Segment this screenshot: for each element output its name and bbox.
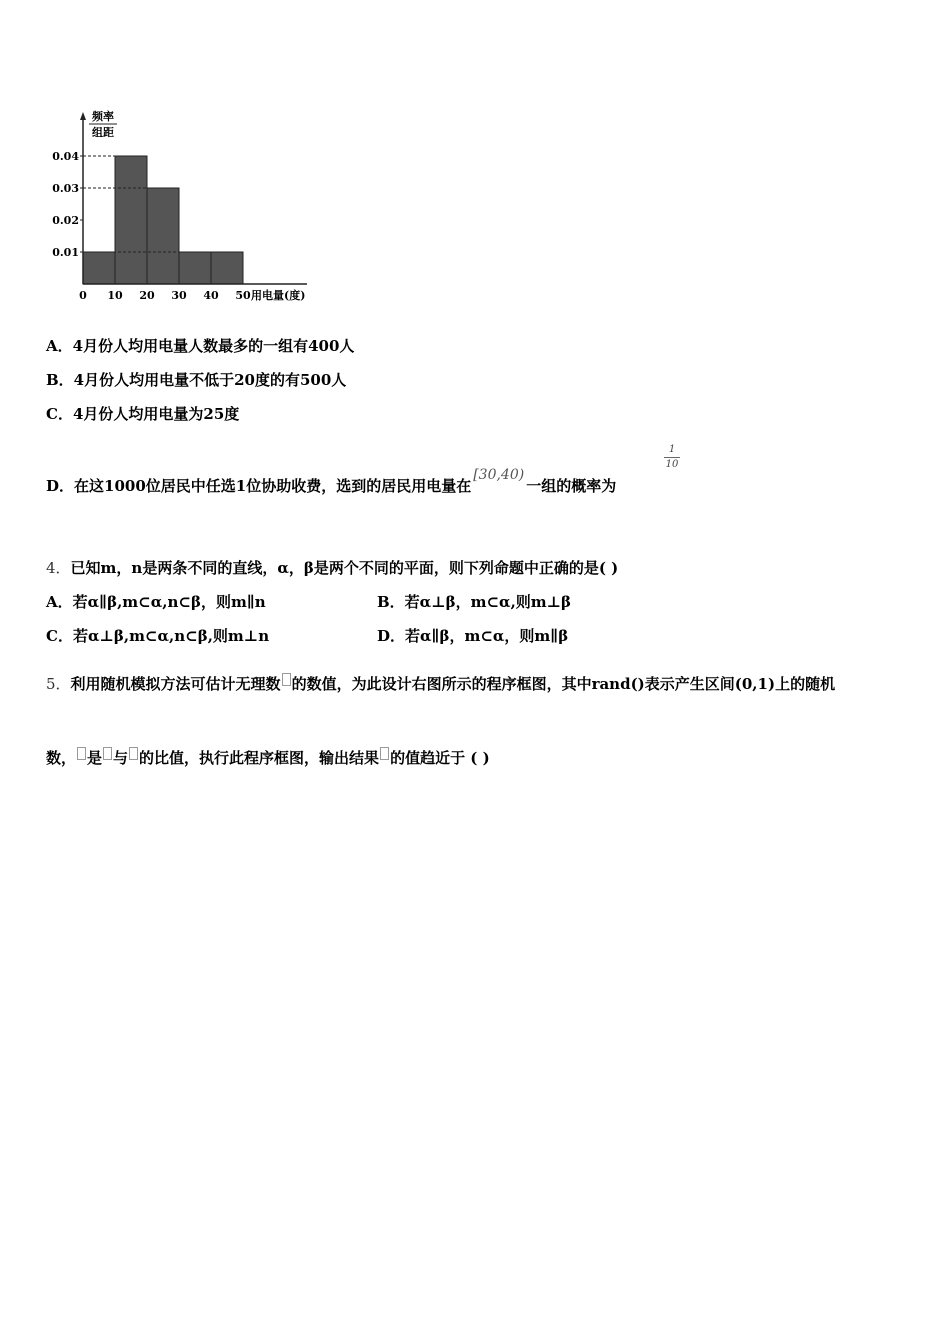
y-tick-label: 0.03 (52, 182, 79, 195)
missing-symbol-icon (380, 747, 389, 760)
q4-option-a: A．若α∥β,m⊂α,n⊂β，则m∥n (46, 593, 266, 611)
x-tick-label: 30 (171, 289, 187, 302)
y-tick-label: 0.01 (52, 246, 79, 259)
histogram-bar (179, 252, 211, 284)
option-a: A．4月份人均用电量人数最多的一组有400人 (46, 337, 355, 355)
fraction-bar (664, 457, 680, 458)
x-tick-label: 10 (107, 289, 123, 302)
option-d-prefix: D．在这1000位居民中任选1位协助收费，选到的居民用电量在 (46, 477, 472, 495)
q5-text-1a: 利用随机模拟方法可估计无理数 (70, 675, 281, 693)
q5-text-1b: 的数值，为此设计右图所示的程序框图，其中rand()表示产生区间(0,1)上的随机 (291, 675, 836, 693)
question-5-line-2 (46, 747, 490, 768)
x-tick-label: 0 (79, 289, 87, 302)
q5-text-2b: 是 (87, 749, 103, 767)
q5-text-2c: 与 (113, 749, 129, 767)
question-number: 4． (46, 559, 71, 577)
histogram-bar (211, 252, 243, 284)
q4-option-b: B．若α⊥β，m⊂α,则m⊥β (377, 593, 572, 611)
y-tick-label: 0.04 (52, 150, 79, 163)
histogram-bar (83, 252, 115, 284)
y-tick-label: 0.02 (52, 214, 79, 227)
y-axis-label-numerator: 频率 (92, 110, 114, 123)
q4-option-c: C．若α⊥β,m⊂α,n⊂β,则m⊥n (46, 627, 270, 645)
y-axis-label-denominator: 组距 (92, 126, 114, 139)
missing-symbol-icon (77, 747, 86, 760)
option-d-suffix: 一组的概率为 (526, 477, 617, 495)
q5-text-2a: 数， (46, 749, 77, 767)
frequency-histogram (48, 106, 318, 306)
question-4-stem (46, 558, 618, 578)
missing-symbol-icon (282, 673, 291, 686)
question-4-text: 已知m，n是两条不同的直线，α，β是两个不同的平面，则下列命题中正确的是( ) (70, 559, 619, 577)
x-tick-label: 40 (203, 289, 219, 302)
missing-symbol-icon (103, 747, 112, 760)
q5-text-2d: 的比值，执行此程序框图，输出结果 (139, 749, 380, 767)
x-tick-label: 50 (235, 289, 251, 302)
x-axis-label: 用电量(度) (251, 289, 306, 302)
missing-symbol-icon (129, 747, 138, 760)
probability-fraction (664, 444, 680, 471)
question-number: 5． (46, 675, 71, 693)
fraction-numerator: 1 (668, 444, 676, 455)
fraction-denominator: 10 (665, 459, 679, 470)
q4-option-d: D．若α∥β，m⊂α，则m∥β (377, 627, 569, 645)
question-5-line-1 (46, 673, 835, 694)
interval-expression: [30,40) (473, 467, 525, 483)
q5-text-2e: 的值趋近于 ( ) (390, 749, 490, 767)
histogram-bar (147, 188, 179, 284)
option-c: C．4月份人均用电量为25度 (46, 405, 240, 423)
option-d (46, 467, 617, 497)
y-axis-arrow-icon (80, 112, 86, 120)
option-b: B．4月份人均用电量不低于20度的有500人 (46, 371, 347, 389)
histogram-bar (115, 156, 147, 284)
x-tick-label: 20 (139, 289, 155, 302)
